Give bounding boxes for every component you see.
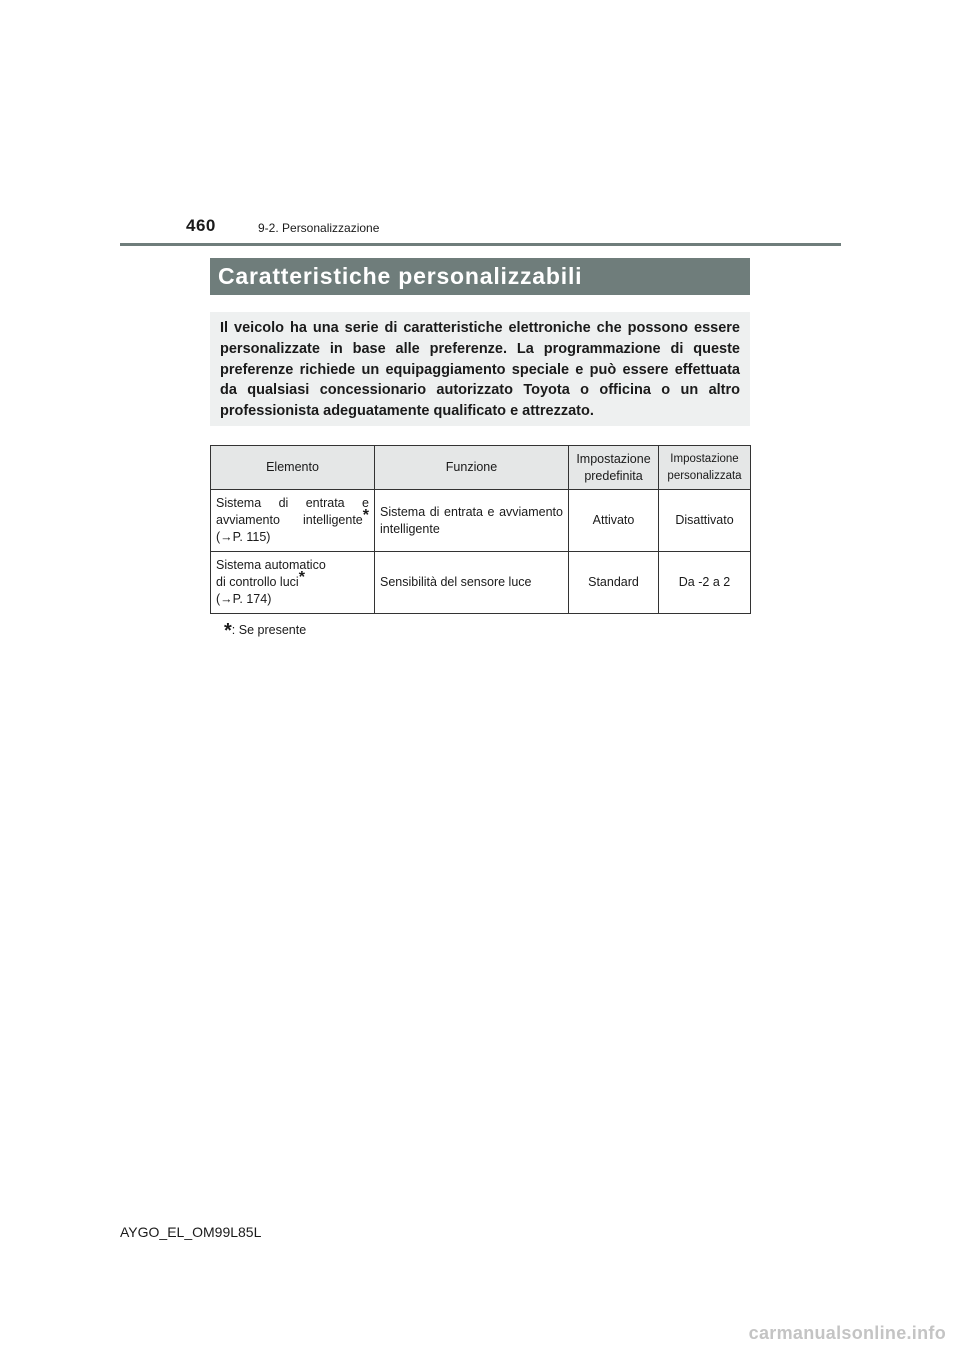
header-custom: Impostazione personalizzata	[659, 446, 751, 490]
element-line: Sistema automatico	[216, 558, 326, 572]
element-line: avviamento intelligente	[216, 513, 363, 527]
section-title-bar	[210, 258, 750, 295]
page-ref-text: P. 115	[232, 530, 267, 544]
element-cell	[211, 552, 375, 614]
element-line: Sistema di entrata e	[216, 496, 369, 510]
header-divider	[120, 243, 841, 246]
page-number: 460	[186, 216, 216, 235]
section-title: Caratteristiche personalizzabili	[218, 263, 583, 289]
arrow-icon: →	[220, 530, 233, 544]
footnote	[224, 620, 306, 643]
element-line-wrap	[216, 569, 369, 591]
element-cell	[211, 490, 375, 552]
element-line: di controllo luci	[216, 575, 299, 589]
table-header-row	[211, 446, 751, 490]
default-cell: Standard	[569, 552, 659, 614]
footnote-text: : Se presente	[231, 623, 307, 637]
page-reference[interactable]: (→P. 115)	[216, 530, 271, 544]
asterisk-marker: *	[362, 507, 369, 524]
arrow-icon: →	[220, 592, 233, 606]
table-row	[211, 552, 751, 614]
table-row	[211, 490, 751, 552]
page-reference[interactable]: (→P. 174)	[216, 592, 272, 606]
function-cell: Sensibilità del sensore luce	[375, 552, 569, 614]
default-cell: Attivato	[569, 490, 659, 552]
function-cell: Sistema di entrata e avviamento intelligente	[375, 490, 569, 552]
header-element: Elemento	[211, 446, 375, 490]
page-ref-text: P. 174	[232, 592, 268, 606]
element-line-wrap	[216, 507, 369, 529]
watermark: carmanualsonline.info	[748, 1323, 946, 1343]
asterisk-marker: *	[224, 620, 232, 642]
custom-cell: Da -2 a 2	[659, 552, 751, 614]
customization-table	[210, 445, 751, 614]
custom-cell: Disattivato	[659, 490, 751, 552]
header-default: Impostazione predefinita	[569, 446, 659, 490]
section-label: 9-2. Personalizzazione	[258, 221, 380, 235]
asterisk-marker: *	[298, 569, 305, 586]
intro-text: Il veicolo ha una serie di caratteristiche elettroniche che possono essere personalizzate in base alle preferenze. La programmazione di queste preferenze richiede un equipaggiamento speciale e può essere effettuata da qualsiasi concessionario autorizzato Toyota o officina o un altro professionista adeguatamente qualificato e attrezzato.	[220, 320, 740, 420]
document-code: AYGO_EL_OM99L85L	[120, 1224, 262, 1240]
header-function: Funzione	[375, 446, 569, 490]
intro-box	[210, 312, 750, 426]
